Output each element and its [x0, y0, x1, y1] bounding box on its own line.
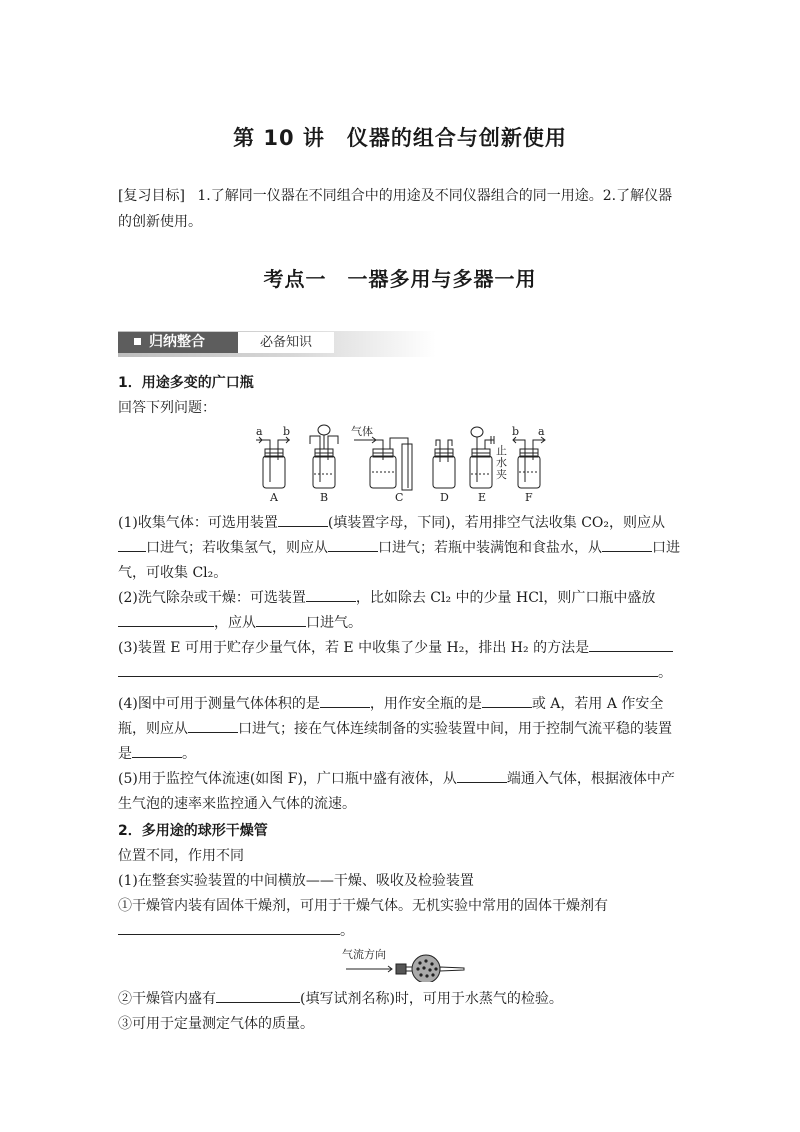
bottle-b — [310, 425, 338, 488]
part2-heading: 2．多用途的球形干燥管 — [118, 823, 268, 839]
part1-block — [118, 371, 684, 421]
question-2: (2)洗气除杂或干燥：可选装置 ，比如除去 Cl₂ 中的少量 HCl，则广口瓶中盛放，应从 口进气。 — [118, 586, 684, 636]
bottle-label-a: A — [270, 491, 278, 504]
part1-heading: 1．用途多变的广口瓶 — [118, 375, 254, 391]
wide-mouth-bottles-figure — [250, 424, 560, 504]
bottle-label-c: C — [395, 491, 404, 504]
answer-blank[interactable] — [132, 742, 182, 758]
bottle-e — [470, 427, 494, 488]
bottle-d — [433, 440, 455, 488]
clamp-label-2: 水 — [496, 456, 507, 469]
part2-block — [118, 819, 684, 944]
port-a-label-a: a — [256, 425, 263, 438]
answer-blank[interactable] — [118, 919, 340, 935]
review-goal-label: [复习目标] — [118, 188, 185, 204]
question-3: (3)装置 E 可用于贮存少量气体，若 E 中收集了少量 H₂，排出 H₂ 的方法是 。 — [118, 636, 684, 686]
answer-blank[interactable] — [328, 536, 378, 552]
bottle-label-d: D — [440, 491, 449, 504]
section-title: 考点一 一器多用与多器一用 — [263, 267, 537, 291]
square-bullet-icon — [134, 338, 141, 345]
drying-tube-figure — [340, 946, 470, 982]
answer-blank[interactable] — [320, 692, 370, 708]
answer-blank[interactable] — [482, 692, 532, 708]
bottle-label-f: F — [525, 491, 533, 504]
question-4: (4)图中可用于测量气体体积的是 ，用作安全瓶的是 或 A，若用 A 作安全瓶，则应从 口进气；接在气体连续制备的实验装置中间，用于控制气流平稳的装置是 。 — [118, 692, 684, 767]
banner-main — [118, 332, 238, 353]
part1-intro: 回答下列问题： — [118, 400, 216, 416]
part2-item3: ③可用于定量测定气体的质量。 — [118, 1016, 314, 1032]
review-goal-text: 1.了解同一仪器在不同组合中的用途及不同仪器组合的同一用途。2.了解仪器的创新使用。 — [118, 188, 673, 230]
clamp-label-3: 夹 — [496, 468, 507, 481]
port-a-label-f: a — [538, 425, 545, 438]
answer-blank[interactable] — [602, 536, 652, 552]
question-5: (5)用于监控气体流速(如图 F)，广口瓶中盛有液体，从 端通入气体，根据液体中产生气泡的速率来监控通入气体的流速。 — [118, 767, 684, 817]
airflow-label: 气流方向 — [342, 948, 386, 961]
clamp-label-1: 止 — [496, 444, 507, 457]
question-1: (1)收集气体：可选用装置 (填装置字母，下同)，若用排空气法收集 CO₂，则应从口进气；若收集氢气，则应从 口进气；若瓶中装满饱和食盐水，从 口进气，可收集 Cl₂。 — [118, 511, 684, 586]
answer-blank[interactable] — [589, 636, 673, 652]
review-goal — [118, 183, 684, 235]
part2-block-2 — [118, 987, 684, 1037]
answer-blank[interactable] — [118, 661, 658, 677]
banner-main-label: 归纳整合 — [149, 334, 205, 350]
part2-sub1: (1)在整套实验装置的中间横放——干燥、吸收及检验装置 — [118, 873, 474, 889]
answer-blank[interactable] — [278, 511, 328, 527]
answer-blank[interactable] — [188, 717, 238, 733]
banner-sub: 必备知识 — [238, 332, 334, 353]
part2-item2: ②干燥管内盛有 (填写试剂名称)时，可用于水蒸气的检验。 — [118, 987, 684, 1012]
answer-blank[interactable] — [306, 586, 356, 602]
answer-blank[interactable] — [118, 536, 146, 552]
bottle-a — [256, 437, 290, 488]
answer-blank[interactable] — [118, 611, 214, 627]
part2-item1: ①干燥管内装有固体干燥剂，可用于干燥气体。无机实验中常用的固体干燥剂有 。 — [118, 898, 608, 939]
answer-blank[interactable] — [216, 987, 300, 1003]
gas-label: 气体 — [351, 425, 373, 438]
answer-blank[interactable] — [256, 611, 306, 627]
part2-intro: 位置不同，作用不同 — [118, 848, 244, 864]
answer-blank[interactable] — [457, 767, 507, 783]
port-b-label-f: b — [512, 425, 520, 438]
port-b-label-a: b — [283, 425, 291, 438]
bottle-f — [513, 437, 545, 488]
bottle-label-e: E — [478, 491, 487, 504]
bottle-label-b: B — [320, 491, 329, 504]
section-banner — [118, 331, 436, 357]
part1-questions — [118, 511, 684, 817]
bottle-c — [370, 438, 412, 490]
lecture-title: 第 10 讲 仪器的组合与创新使用 — [233, 126, 567, 150]
